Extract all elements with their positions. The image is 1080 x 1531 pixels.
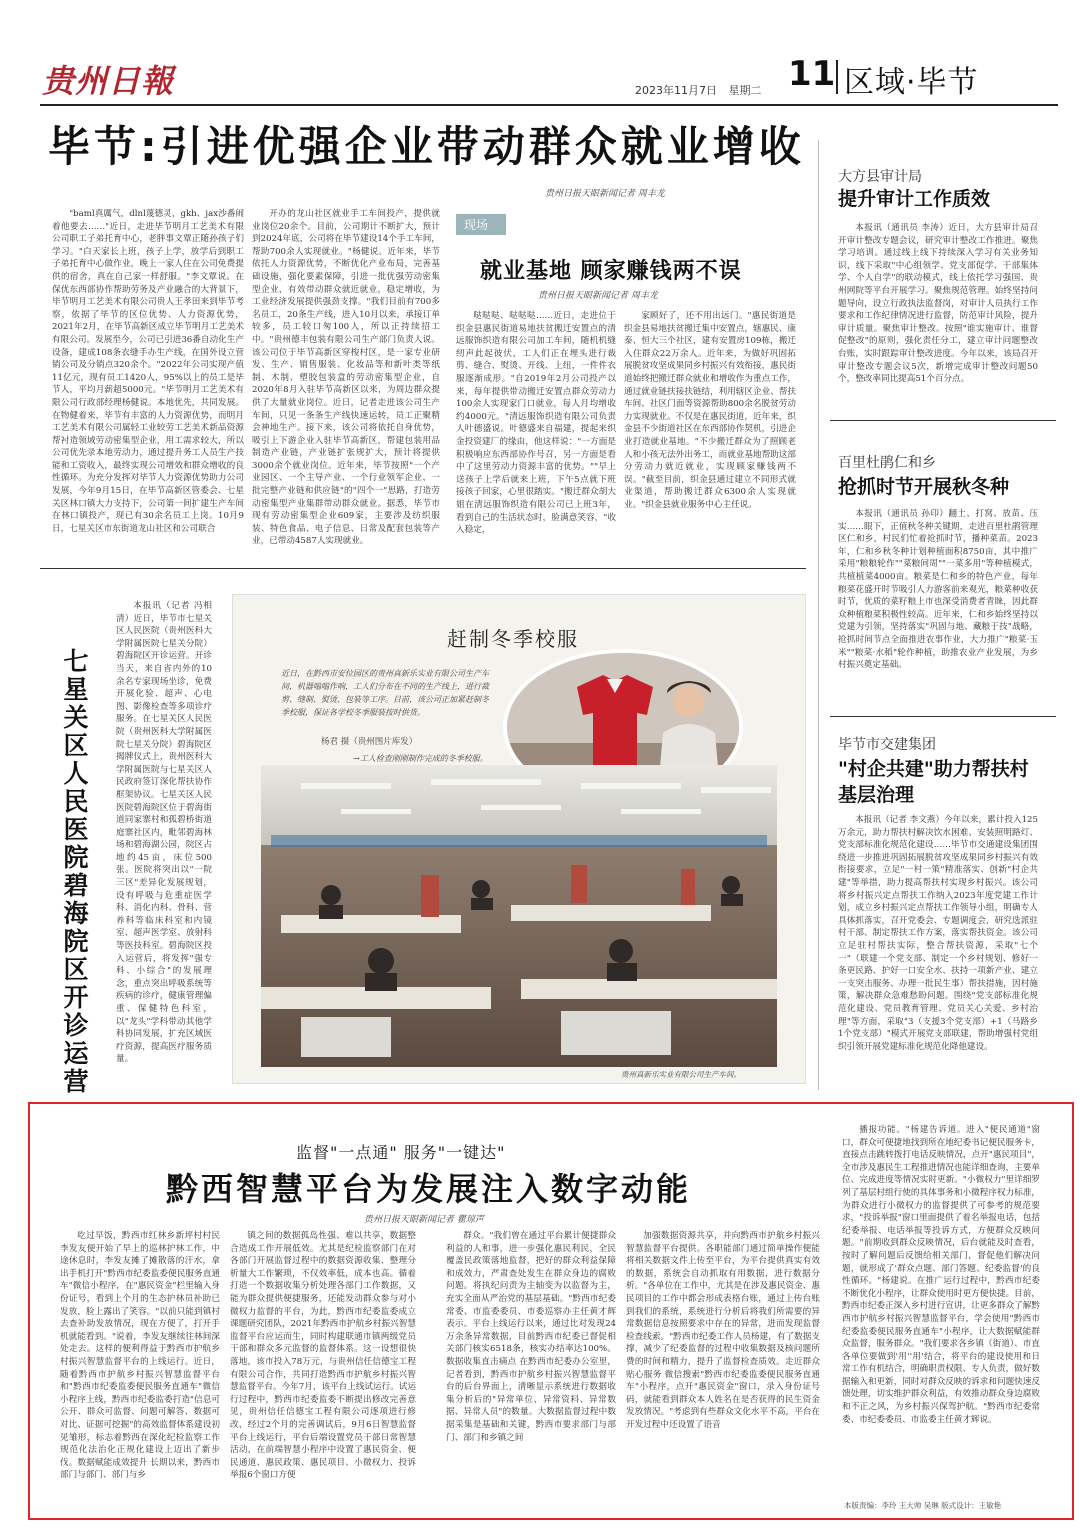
photo-story-frame (232, 594, 806, 1084)
lead-byline: 贵州日报天眼新闻记者 周丰龙 (545, 189, 665, 199)
qianxi-col-3: 群众。"我们曾在通过平台累计便捷群众利益的人和事，进一步强化惠民利民，全民覆盖民政策落地监督，把好的群众利益保障和成效力，严肃查处发生在群众身边的腐败问题。将执纪问责为主轴变为以监督为主，充实全面从严治党的基层基础。"黔西市纪委常委、市监委委员、市委巡察办主任黄才辉表示。平台上线运行以来，通过比对发现24万余条异常数据，目前黔西市纪委已督促相关部门核实6518条，核实办结率达100%。数据收集直击痛点 在黔西市纪委办公室里，记者看到，黔西市护航乡村振兴智慧监督平台的后台界面上，清晰显示系统进行数据收集分析后的"异常单位、异常资料、异常数据、异常人员"的数量。大数据监督过程中数据采集是基础和关键，黔西市要求部门与部门、部门和乡镇之间 (446, 1231, 616, 1443)
side1-body: 本报讯（通讯员 李涛）近日，大方县审计局召开审计整改专题会议，研究审计整改工作推进。聚焦学习培训。通过线上线下持续深入学习有关业务知识，线下采取"中心组领学、党支部促学、干部集体学、个人自学"的联动模式，线上依托学习强国、贵州网院等平台开展学习。聚焦规范管理。始终坚持问题导向，设立行政执法监督岗，对审计人员执行工作要求和工作纪律情况进行监督，防范审计风险，提升审计质量。聚焦审计整改。按照"谁实施审计、谁督促整改"的原则，强化责任分工，建立审计问题整改台账，实时跟踪审计整改进度。今年以来，该局召开审计整改专题会议5次，新增完成审计整改问题50个，整改率同比提高51个百分点。 (838, 223, 1038, 385)
main-photo (261, 765, 777, 1067)
qianxi-col-2: 镇之间的数据孤岛性强、难以共享，数据整合造成工作开展低效。尤其是纪检监察部门在对各部门开展监督过程中的数据资源收集、整理分析量大工作繁琐，不仅效率低，成本也高。循着打造一个数据收集分析处理各部门工作数据，又能为群众提供便捷服务，还能发动群众参与对小微权力监督的平台，为此，黔西市纪委监委成立课题研究团队，2021年黔西市护航乡村振兴智慧监督平台应运而生，同时构建联通市镇两级党员干部和群众多元监督的监督体系。这一设想很快落地，该市投入78万元，与贵州信任信德宝工程有限公司合作，共同打造黔西市护航乡村振兴智慧监督平台。今年7月，该平台上线试运行。试运行过程中，黔西市纪委监委不断提出修改完善意见，贵州信任信德宝工程有限公司逐项进行修改，经过2个月的完善调试后，9月6日智慧监督平台上线运行，平台后端设置党员干部日常智慧活动，在前端智慧小程序中设置了惠民资金、便民通道、惠民政策、惠民项目、小微权力、投诉举报6个窗口方便 (230, 1231, 416, 1481)
page-number: 11 (788, 54, 836, 94)
field-headline: 就业基地 顾家赚钱两不误 (480, 258, 742, 284)
inset-caption: →工人检查刚刚制作完成的冬季校服。 (353, 754, 488, 763)
side3-kicker: 毕节市交建集团 (838, 737, 936, 753)
photo-story-title: 赶制冬季校服 (447, 627, 579, 651)
section-title: 区域·毕节 (844, 65, 979, 100)
side3-body: 本报讯（记者 李文燕）今年以来，累计投入125万余元，助力帮扶村解决饮水困难、安装照明路灯、党支部标准化规范化建设……毕节市交通建设集团围绕进一步推进巩固拓展脱贫攻坚成果同乡村振兴有效衔接要求，立足"一村一策"精准落实、创新"村企共建"等举措，助力提高帮扶村实现乡村振兴。该公司将乡村振兴定点帮扶工作纳入2023年度党建工作计划，成立乡村振兴定点帮扶工作领导小组，明确专人具体抓落实，召开党委会、专题调度会，研究选派驻村干部、制定帮扶工作方案，落实帮扶资金。该公司立足驻村帮扶实际，整合帮扶资源，采取"七个一"（联建一个党支部、制定一个乡村规划、修好一条更民路、护好一口安全水、扶持一项新产业、建立一支突击服务、办理一批民生事）帮扶措施，因村施策，解决群众急难愁盼问题。围绕"党支部标准化规范化建设、党员教育管理、党员关心关爱、乡村治理"等方面，采取"3（支援3个党支部）+1（马路乡1个党支部）"模式开展党支部联建，帮助增强村党组织引领开展党建标准化规范化降他建设。 (838, 815, 1038, 1052)
main-photo-caption: 贵州真新乐实业有限公司生产车间。 (621, 1070, 741, 1079)
field-byline: 贵州日报天眼新闻记者 周丰龙 (538, 291, 658, 301)
side1-kicker: 大方县审计局 (838, 169, 922, 185)
field-label: 现场 (456, 214, 506, 235)
field-col-2: 家顾好了，还不用出远门。"惠民街道是织金县易地扶贫搬迁集中安置点，辖惠民、康泰、恒大三个社区，建有安置房109栋，搬迁入住群众22万余人。近年来，为做好巩固拓展脱贫攻坚成果同乡村振兴有效衔接，惠民街道始终把搬迁群众就业和增收作为重点工作，通过就业链扶接扶链结，利用辖区企业、帮扶车间、社区门面等资源帮助800余名脱贫劳动力实现就业。不仅是在惠民街道，近年来，织金县不少街道社区在东西部协作契机，引进企业打造就业基地。"不少搬迁群众为了照顾老人和小孩无法外出务工，而就业基地帮助这部分劳动力就近就业，实现顾家赚钱两不误。"截至目前，织金县通过建立不同形式就业渠道，帮助搬迁群众6300余人实现就业。"织金县就业服务中心主任说。 (624, 311, 796, 510)
qianxi-headline: 黔西智慧平台为发展注入数字动能 (166, 1170, 692, 1208)
qixing-body: 本报讯（记者 冯相清）近日，毕节市七星关区人民医院（贵州医科大学附属医院七星关分院）碧海院区开诊运营。开诊当天，来自省内外的10余名专家现场坐诊，免费开展化验、超声、心电图、影像检查等多项诊疗服务。在七星关区人民医院（贵州医科大学附属医院七星关分院）碧海院区揭牌仪式上，贵州医科大学附属医院与七星关区人民政府签订深化帮扶协作框架协议。七星关区人民医院碧海院区位于碧海街道同家寨村和孤碧桥街道庭寨社区内，毗邻碧海林场和碧海湖公园，院区占地约45亩，床位500张。医院将突出以"一院三区"差异化发展规划，设有呼吸与危重症医学科、消化内科、骨科、营养科等临床科室和内镜室、超声医学室、放射科等医技科室。碧海院区投入运营后，将发挥"强专科、小综合"的发展理念，重点突出呼吸系统等疾病的诊疗，健康管理偏重、保健特色科室，以"龙头"学科带动其他学科协同发展，扩充区域医疗资源，提高医疗服务质量。 (116, 601, 212, 1065)
field-col-1: 哒哒哒、哒哒哒……近日，走进位于织金县惠民街道易地扶贫搬迁安置点的清远服饰织造有限公司加工车间，随机机缝纫声此起彼伏，工人们正在埋头进行裁剪、缝合、熨烫、开线、上纽，一件件衣服逐渐成形。"自2019年2月公司投产以来，每年提供带动搬迁安置点群众劳动力100余人实现家门口就业，每人月均增收约4000元。"清远服饰织造有限公司负责人叶德盛说。叶德盛来自福建，提起来织金投资建厂的缘由，他这样说："一方面是积极响应东西部协作号召，另一方面是看中了这里劳动力资源丰富的优势。""早上送孩子上学后就来上班，下午5点就下班接孩子回家，心里很踏实。"搬迁群众胡大姐在清远服饰织造有限公司已上班3年，看到自己的生活状态时，脸满意笑容，"收入稳定， (456, 311, 616, 536)
lead-headline: 毕节:引进优强企业带动群众就业增收 (48, 122, 805, 171)
logo: 贵州日報 (42, 62, 175, 100)
qianxi-subhead: 监督"一点通" 服务"一键达" (296, 1143, 506, 1162)
photo-story-caption: 近日，在黔西市安位园区的贵州真新乐实业有限公司生产车间，机器嗡嗡作响，工人们分布在不同的生产线上，进行裁剪、缝制、熨烫、包装等工序。目前，该公司正加紧赶制冬季校服，保证各学校冬季服装按时供货。 (281, 669, 489, 717)
qixing-headline: 七星关区人民医院碧海院区开诊运营 (60, 648, 89, 1096)
issue-weekday: 星期二 (728, 84, 762, 97)
side2-kicker: 百里杜鹃仁和乡 (838, 455, 936, 471)
side3-title: "村企共建"助力帮扶村基层治理 (838, 758, 1029, 806)
qianxi-col-4: 加强数据资源共享，并向黔西市护航乡村振兴智慧监督平台提供。各职能部门通过简单操作便能将相关数据文件上传至平台，为平台提供真实有效的数据，系统会自动抓取有用数据，进行数据分析。"各单位在工作中，尤其是在涉及惠民资金、惠民项目的工作中都会形成表格台账，通过上传台账到我们的系统，系统进行分析后将我们所需要的异常数据信息按照要求中存在的异常，进而发现监督检查线索。"黔西市纪委工作人员杨建，有了数据支撑，减少了纪委监督的过程中收集数据及核问题所费的时间和精力，提升了监督检查质效。走近群众贴心服务 微信搜索"黔西市纪委监委便民服务直通车"小程序，点开"惠民资金"窗口，录入身份证号码，就能看到群众本人姓名在是否获得的民生资金发放情况。"考虑到有些群众文化水平不高，平台在开发过程中还设置了语音 (626, 1231, 820, 1430)
lead-col-2: 开办的龙山社区就业手工车间投产，提供就业岗位20余个。目前，公司期计不断扩大，预计到2024年底，公司将在毕节建设14个手工车间，帮助700余人实现就业。"杨健说。近年来，毕节依托人力资源优势，不断优化产业布局，完善基础设施，强化要素保障，引进一批优强劳动密集型企业，有效带动群众就近就业，稳定增收，为工业经济发展提供强劲支撑。"我们目前有700多名员工，20条生产线，进入10月以来，承接订单较多，员工较口匆100人，所以正持续招工中。"贵州德丰包装有限公司生产部门负责人说。该公司位于毕节高新区穿梭村区，是一家专业研发、生产、销售服装、化妆品等和新叶类等纸制、木制、塑胶包装盒的劳动密集型企业，自2020年8月入驻毕节高新区以来，为周边群众提供了大量就业岗位。近日，记者走进该公司生产车间，只见一条条生产线快速运转，员工正聚精会神地生产。接下来，该公司将依托自身优势，吸引上下游企业入驻毕节高新区，帮建包装用品制造产业链，产业链扩张规扩大，预计将提供3000余个就业岗位。近年来，毕节按照"一个产业园区、一个主导产业、一个行业领军企业、一批完整产业链和供应链"的"四个一"思路，打造劳动密集型产业集群带动群众就业。据悉，毕节市现有劳动密集型企业609家，主要涉及纺织服装、特色食品、电子信息、日常及配套包装等产业，已带动4587人实现就业。 (252, 209, 440, 547)
lead-col-1: "baml真厲气，dlnl蔑德灵，gkh、jax沙番闹着他要去……"近日，走进毕节明月工艺美术有限公司职工子弟托育中心，老胖事文覃正随孙孩子们学习。"白天家长上班，孩子上学，放学后到职工子弟托育中心做作业，晚上一家人住在公司免费提供的宿舍，真在自己家一样舒服。"李文覃说。在保优东西部协作帮助劳务及产业融合的大背景下，毕节明月工艺美术有限公司贵人王孝田来到毕节考察，依据了毕节的区位优势、人力资源优势，2021年2月，在毕节高新区成立毕节明月工艺美术有限公司。发展至今，公司已引进36番自动化生产设备，建成108条衣缝手办生产线，在国外设立营销公司及分销点320余个。"2022年公司实现产值11亿元，现有员工1420人，95%以上的员工是毕节人，平均月薪超5000元。"毕节明月工艺美术有限公司行政部经理杨健说。本地优先，共同发展。在物健着来，毕节有丰富的人力资源优势，而明月工艺美术有限公司属轻工业较劳工艺美术新品资源帮衬造领域劳动密集型企业，用工需求较大，所以公司优先录本地劳动力，通过提升务工人员生产技能和工资收入，最终实现公司增效和群众增收的良性循环。为充分发挥对毕节人力资源优势助力公司发展，今年9月15日，在毕节高新区管委会、七星关区林口镇大力支持下，公司第一间扩建生产车间在林口镇投产，现已有30余名员工上岗。10月9日，七星关区市东街道龙山社区和公司联合 (52, 209, 244, 534)
side2-body: 本报讯（通讯员 孙印）翻土、打窝、放苗、压实……眼下，正值秋冬种关键期，走进百里杜鹃管理区仁和乡，村民们忙着抢抓时节，播种菜苗。2023年，仁和乡秋冬种计划种植面积8750亩，其中推广采用"粮粮轮作""菜粮间周""一菜多用"等种植模式，共植植菜4000亩。粮菜是仁和乡的特色产业，每年粮菜花盛开时节吸引人力游客前来观光，粮菜种收获时节，优质的菜籽粮上市也深受消费者青睐，因此群众种植粮菜积极性较高。近年来，仁和乡始终坚持以党建为引领，坚持落实"巩固与地、藏粮于技"战略，抢抓时间节点全面推进农事作业，大力推广"粮菜·玉米""粮菜·水稻"轮作种植，助推农业产业发展，为乡村振兴奠定基础。 (838, 509, 1038, 671)
issue-date: 2023年11月7日 (635, 84, 717, 97)
side2-title: 抢抓时节开展秋冬种 (838, 476, 1010, 498)
footer-editors: 本版责编：李玲 王大帅 吴琳 版式设计：王敏艳 (844, 1501, 1002, 1510)
qianxi-col-1: 吃过早饭，黔西市红林乡新坪村村民李发友便开始了早上的巡林护林工作，中途休息时，李发友摊了摊散落的汗水，拿出手机打开"黔西市纪委监委便民服务直通车"微信小程序，在"惠民资金"栏里输入身份证号，看到上个月的生态护林员补助已发放，脸上露出了笑容。"以前只能到镇村去查补助发放情况，现在方便了，打开手机就能看到。"说着，李发友继续往林间深处走去。这样的便利得益于黔西市护航乡村振兴智慧监督平台的上线运行。近日，随着黔西市护航乡村振兴智慧监督平台和"黔西市纪委监委便民服务直通车"微信小程序上线，黔西市纪委监委打造"信息可公开、群众可监督、问题可解答、数据可对比、证据可挖掘"的高效监督体系建设初见雏形，标志着黔西在深化纪检监察工作规范化法治化正规化建设上迈出了新步伐。数据赋能成效提升 长期以来，黔西市部门与部门、部门与乡 (60, 1231, 220, 1481)
side1-title: 提升审计工作质效 (838, 188, 991, 210)
photo-credit: 杨君 摄（贵州图片库发） (321, 737, 418, 747)
qianxi-col-5: 播报功能。"杨建告诉道。进入"便民通道"窗口，群众可便捷地找到所在地纪委书记便民服务卡，直接点击跳转拨打电话反映情况，点开"惠民项目"，全市涉及惠民生工程推进情况也能详细查询，主要单位、完成进度等情况实时更新。"小微权力"里详细罗列了基层村组行使的具体事务和小微程序权力标准，为群众进行小微权力的监督提供了可参考的规范要求，"投诉举报"窗口里面提供了着名举报电话，包括纪委举报、电话举报等投诉方式，方便群众反映问题。"前期收到群众反映情况，后台就能及时查看，按时了解问题后反馈给相关部门，督促他们解决问题，就形成了'群众点题、部门答题、纪委监督'的良性循环。"杨建说。在推广运行过程中，黔西市纪委不断优化小程序，让群众使用时更方便快捷。目前，黔西市纪委正深入乡村进行宣讲，让更多群众了解黔西市护航乡村振兴智慧监督平台，学会使用"黔西市纪委监委便民服务直通车"小程序，让大数据赋能群众监督，服务群众。"我们要求各乡镇（街道）、市直各单位要做到'用''用'结合，将平台的建设使用和日常工作有机结合，明确职责权限、专人负责，做好数据输入和更新，同时对群众反映的诉求和问题快速反馈处理，切实维护群众利益，有效推动群众身边腐败和不正之风，为乡村振兴保驾护航。"黔西市纪委常委、市纪委委员、市监委主任黄才辉说。 (842, 1125, 1040, 1425)
qianxi-byline: 贵州日报天眼新闻记者 瞿琼声 (364, 1215, 484, 1225)
masthead (28, 54, 1058, 100)
